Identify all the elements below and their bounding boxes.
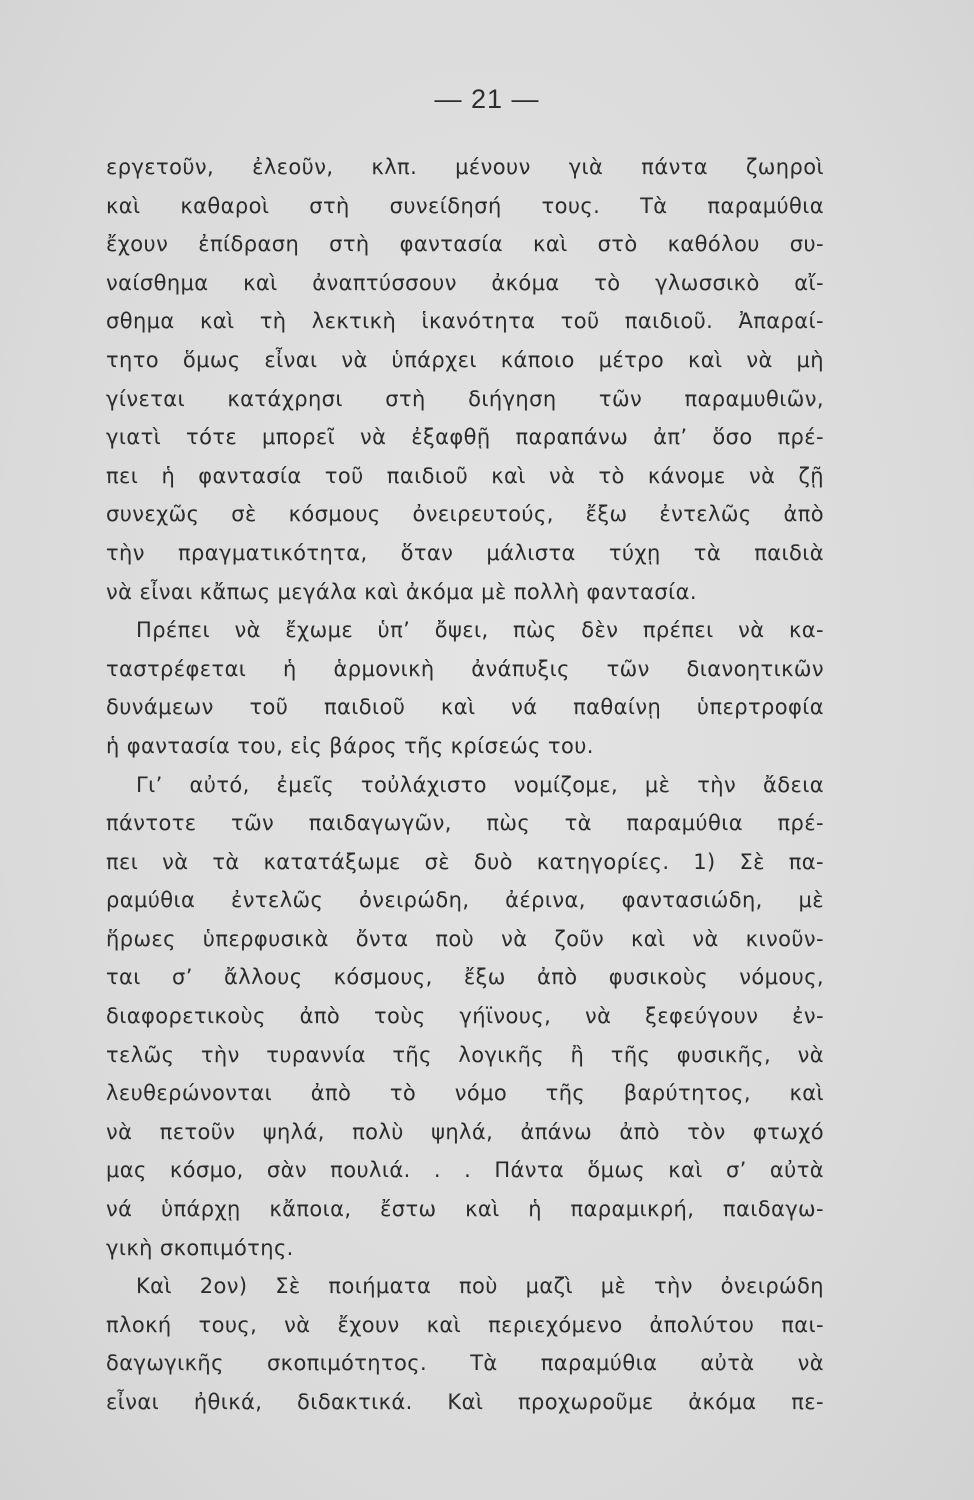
text-line: δαγωγικῆς σκοπιμότητος. Τὰ παραμύθια αὐτὰ νὰ <box>106 1351 824 1376</box>
text-line: συνεχῶς σὲ κόσμους ὀνειρευτούς, ἔξω ἐντελῶς ἀπὸ <box>106 502 824 527</box>
text-line: ται σ’ ἄλλους κόσμους, ἔξω ἀπὸ φυσικοὺς νόμους, <box>106 965 824 990</box>
text-line: δυνάμεων τοῦ παιδιοῦ καὶ νά παθαίνῃ ὑπερτροφία <box>106 695 824 720</box>
text-line: καὶ καθαροὶ στὴ συνείδησή τους. Τὰ παραμύθια <box>106 193 824 218</box>
text-line: νὰ εἶναι κἄπως μεγάλα καὶ ἀκόμα μὲ πολλὴ φαντασία. <box>106 579 697 604</box>
text-line: ἡ φαντασία του, εἰς βάρος τῆς κρίσεώς του. <box>106 733 594 758</box>
text-line: τελῶς τὴν τυραννία τῆς λογικῆς ἢ τῆς φυσικῆς, νὰ <box>106 1042 824 1067</box>
text-line: ταστρέφεται ἡ ἁρμονικὴ ἀνάπυξις τῶν διανοητικῶν <box>106 656 824 681</box>
paragraph-start-line: Καὶ 2ον) Σὲ ποιήματα ποὺ μαζὶ μὲ τὴν ὀνειρώδη <box>136 1274 824 1299</box>
body-text <box>106 148 824 1422</box>
text-line: ἔχουν ἐπίδραση στὴ φαντασία καὶ στὸ καθόλου συ- <box>106 232 824 257</box>
text-line: πάντοτε τῶν παιδαγωγῶν, πὼς τὰ παραμύθια πρέ- <box>106 811 824 836</box>
text-line: νά ὑπάρχῃ κἄποια, ἔστω καὶ ἡ παραμικρή, παιδαγω- <box>106 1197 824 1222</box>
paragraph-start-line: Γι’ αὐτό, ἐμεῖς τοὐλάχιστο νομίζομε, μὲ τὴν ἄδεια <box>136 772 824 797</box>
text-line: νὰ πετοῦν ψηλά, πολὺ ψηλά, ἀπάνω ἀπὸ τὸν φτωχό <box>106 1119 824 1144</box>
text-line: εργετοῦν, ἐλεοῦν, κλπ. μένουν γιὰ πάντα ζωηροὶ <box>106 155 824 179</box>
paragraph-start-line: Πρέπει νὰ ἔχωμε ὑπ’ ὄψει, πὼς δὲν πρέπει νὰ κα- <box>136 618 824 643</box>
text-line: μας κόσμο, σὰν πουλιά. . . Πάντα ὅμως καὶ σ’ αὐτὰ <box>106 1158 824 1183</box>
text-line: λευθερώνονται ἀπὸ τὸ νόμο τῆς βαρύτητος, καὶ <box>106 1081 824 1106</box>
text-line: πλοκή τους, νὰ ἔχουν καὶ περιεχόμενο ἀπολύτου παι- <box>106 1312 824 1337</box>
page-number: — 21 — <box>434 84 540 114</box>
text-line: τὴν πραγματικότητα, ὅταν μάλιστα τύχῃ τὰ παιδιὰ <box>106 540 824 565</box>
text-line: διαφορετικοὺς ἀπὸ τοὺς γήϊνους, νὰ ξεφεύγουν ἐν- <box>106 1004 824 1029</box>
text-line: γίνεται κατάχρησι στὴ διήγηση τῶν παραμυθιῶν, <box>106 386 824 411</box>
text-line: εἶναι ἠθικά, διδακτικά. Καὶ προχωροῦμε ἀκόμα πε- <box>106 1390 824 1414</box>
text-line: γιατὶ τότε μπορεῖ νὰ ἐξαφθῇ παραπάνω ἀπ’ ὅσο πρέ- <box>106 425 824 450</box>
text-line: σθημα καὶ τὴ λεκτικὴ ἱκανότητα τοῦ παιδιοῦ. Ἀπαραί- <box>106 309 824 334</box>
text-line: πει νὰ τὰ κατατάξωμε σὲ δυὸ κατηγορίες. 1) Σὲ πα- <box>106 849 824 874</box>
text-line: ἥρωες ὑπερφυσικὰ ὄντα ποὺ νὰ ζοῦν καὶ νὰ κινοῦν- <box>106 926 824 951</box>
text-line: πει ἡ φαντασία τοῦ παιδιοῦ καὶ νὰ τὸ κάνομε νὰ ζῇ <box>106 463 824 488</box>
text-line: ναίσθημα καὶ ἀναπτύσσουν ἀκόμα τὸ γλωσσικὸ αἴ- <box>106 270 824 295</box>
text-line: ραμύθια ἐντελῶς ὀνειρώδη, ἀέρινα, φαντασιώδη, μὲ <box>106 888 824 913</box>
text-line: τητο ὅμως εἶναι νὰ ὑπάρχει κάποιο μέτρο καὶ νὰ μὴ <box>106 347 824 372</box>
text-line: γικὴ σκοπιμότης. <box>106 1235 294 1260</box>
